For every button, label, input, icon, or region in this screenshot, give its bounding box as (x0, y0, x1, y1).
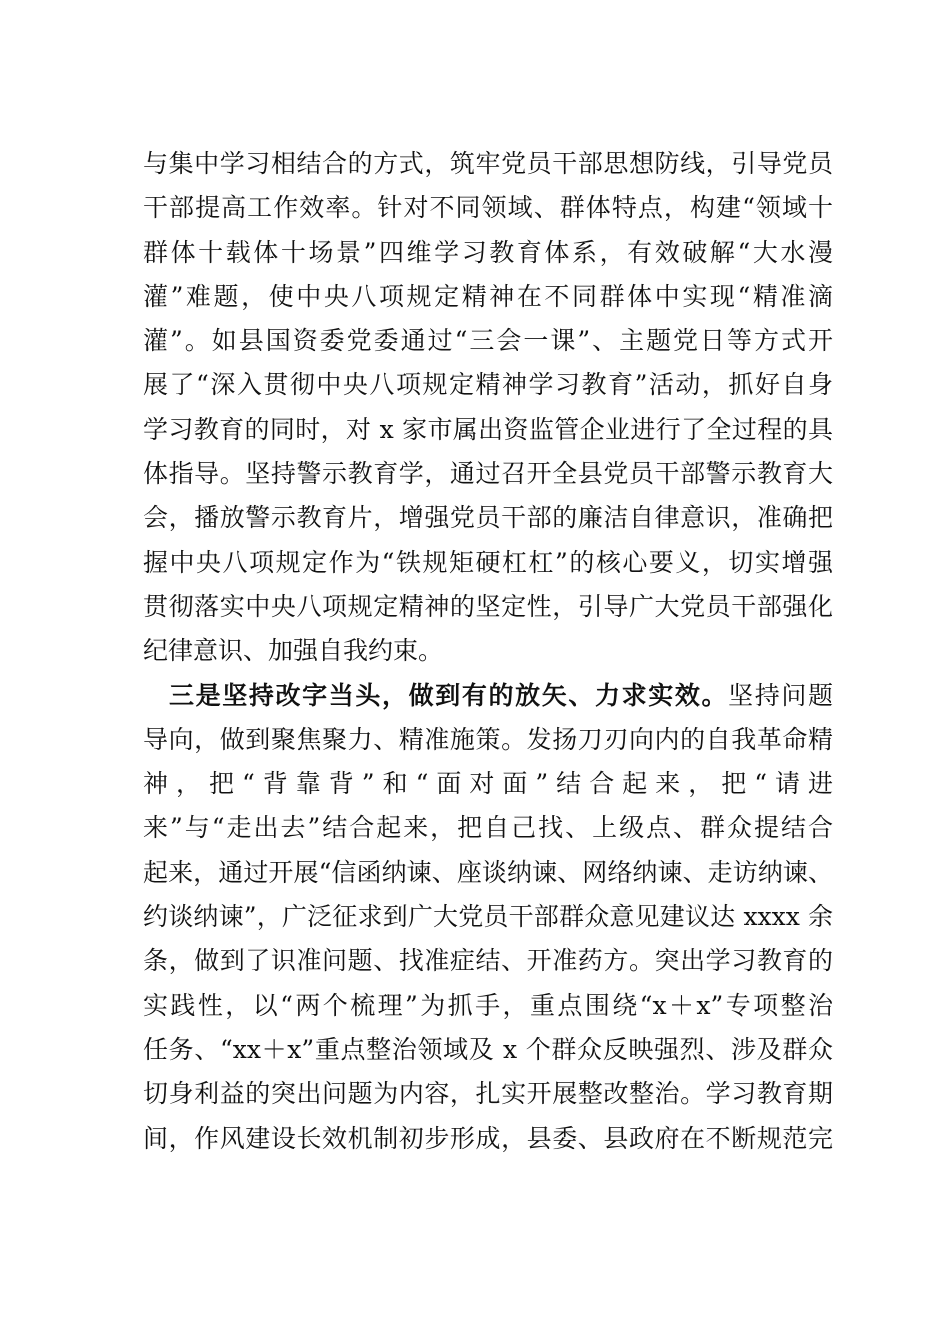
text-fragment: 坚持问题 (728, 680, 833, 710)
text-line: 贯彻落实中央八项规定精神的坚定性，引导广大党员干部强化 (143, 591, 833, 621)
paragraph-section-three (143, 674, 833, 1161)
text-line: 展了“深入贯彻中央八项规定精神学习教育”活动，抓好自身 (143, 370, 833, 400)
text-line: 任务、“xx＋x”重点整治领域及 x 个群众反映强烈、涉及群众 (143, 1034, 833, 1064)
text-line: 灌”难题，使中央八项规定精神在不同群体中实现“精准滴 (143, 281, 833, 311)
text-line: 约谈纳谏”，广泛征求到广大党员干部群众意见建议达 xxxx 余 (143, 902, 833, 932)
text-line: 切身利益的突出问题为内容，扎实开展整改整治。学习教育期 (143, 1079, 833, 1109)
text-line: 握中央八项规定作为“铁规矩硬杠杠”的核心要义，切实增强 (143, 547, 833, 577)
section-heading: 三是坚持改字当头，做到有的放矢、力求实效。 (169, 680, 729, 710)
text-line: 条，做到了识准问题、找准症结、开准药方。突出学习教育的 (143, 946, 833, 976)
text-line: 群体十载体十场景”四维学习教育体系，有效破解“大水漫 (143, 237, 833, 267)
text-line: 实践性，以“两个梳理”为抓手，重点围绕“x＋x”专项整治 (143, 990, 833, 1020)
text-line: 会，播放警示教育片，增强党员干部的廉洁自律意识，准确把 (143, 503, 833, 533)
text-line: 与集中学习相结合的方式，筑牢党员干部思想防线，引导党员 (143, 149, 833, 178)
paragraph-continued (143, 142, 833, 674)
text-line: 纪律意识、加强自我约束。 (143, 636, 444, 666)
paragraph-first-line (143, 674, 833, 718)
text-line: 灌”。如县国资委党委通过“三会一课”、主题党日等方式开 (143, 326, 833, 356)
text-line: 来”与“走出去”结合起来，把自己找、上级点、群众提结合 (143, 813, 833, 843)
text-line: 间，作风建设长效机制初步形成，县委、县政府在不断规范完 (143, 1123, 833, 1153)
text-line: 神，把“背靠背”和“面对面”结合起来，把“请进 (143, 769, 833, 799)
text-line: 学习教育的同时，对 x 家市属出资监管企业进行了全过程的具 (143, 414, 833, 444)
document-body (143, 142, 833, 1161)
text-line: 起来，通过开展“信函纳谏、座谈纳谏、网络纳谏、走访纳谏、 (143, 857, 833, 887)
text-line: 体指导。坚持警示教育学，通过召开全县党员干部警示教育大 (143, 459, 833, 489)
text-line: 导向，做到聚焦聚力、精准施策。发扬刀刃向内的自我革命精 (143, 724, 833, 754)
text-line: 干部提高工作效率。针对不同领域、群体特点，构建“领域十 (143, 193, 833, 223)
